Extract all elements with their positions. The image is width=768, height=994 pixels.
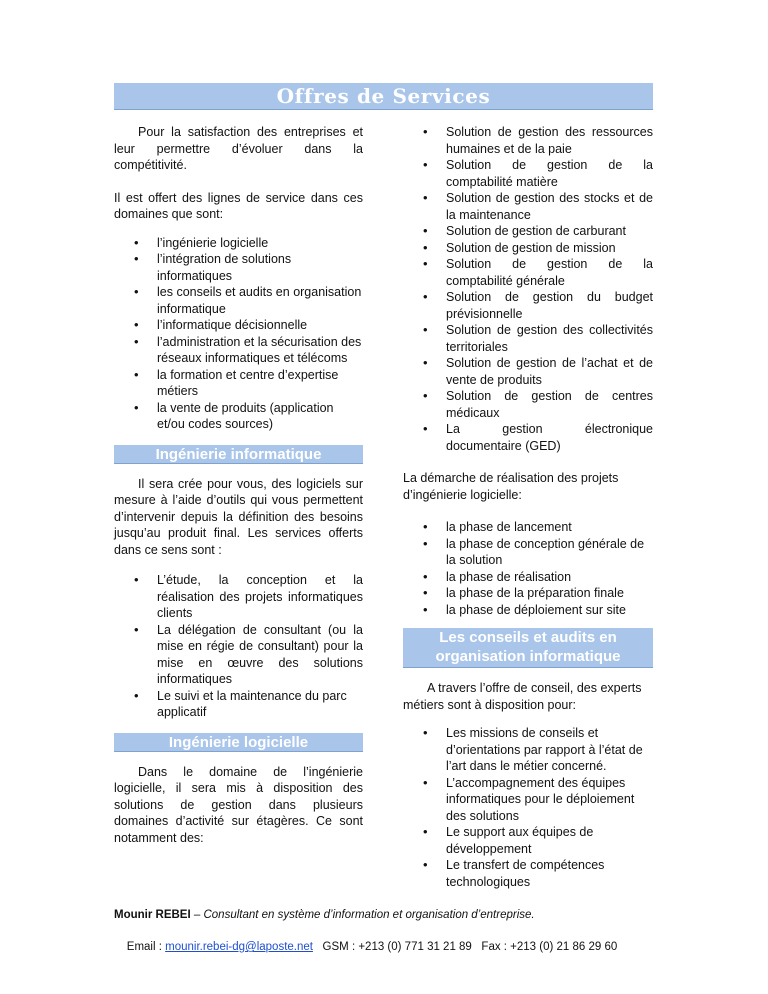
phone-fax: GSM : +213 (0) 771 31 21 89 Fax : +213 (0) 21 86 29 60: [312, 941, 618, 953]
list-item: • La délégation de consultant (ou la mise en régie de consultant) pour la mise en œuvre des solutions informatiques: [134, 622, 363, 688]
ingenierie-informatique-list: [134, 572, 363, 721]
list-item: • la phase de la préparation finale: [423, 585, 653, 602]
ingenierie-logicielle-paragraph: Dans le domaine de l’ingénierie logicielle, il sera mis à disposition des solutions de gestion dans plusieurs domaines d’activité sur étagères. Ce sont notamment des:: [114, 764, 363, 845]
list-item: • Solution de gestion de carburant: [423, 223, 653, 240]
page-title: Offres de Services: [276, 84, 491, 108]
list-item: • Solution de gestion de la comptabilité générale: [423, 256, 653, 289]
ingenierie-informatique-paragraph: Il sera crée pour vous, des logiciels sur mesure à l’aide d’outils qui vous permettent d’intervenir depuis la définition des besoins jusqu’au produit final. Les services offerts dans ce sens sont :: [114, 476, 363, 557]
footer-author-line: [114, 907, 674, 923]
list-item: • Solution de gestion des ressources humaines et de la paie: [423, 124, 653, 157]
demarche-paragraph: La démarche de réalisation des projets d’ingénierie logicielle:: [403, 471, 619, 502]
list-item: • Solution de gestion de mission: [423, 240, 653, 257]
service-lines-list: [134, 235, 363, 433]
list-item: • Le suivi et la maintenance du parc applicatif: [134, 688, 363, 721]
section-heading-ingenierie-informatique: Ingénierie informatique: [114, 445, 363, 464]
list-item: • L’étude, la conception et la réalisation des projets informatiques clients: [134, 572, 363, 622]
author-separator: –: [190, 909, 204, 921]
conseils-list: [423, 725, 653, 890]
email-label: Email :: [126, 941, 166, 953]
list-item: • l’informatique décisionnelle: [134, 317, 363, 334]
conseils-paragraph: A travers l’offre de conseil, des experts métiers sont à disposition pour:: [403, 681, 642, 712]
list-item: • Solution de gestion de centres médicaux: [423, 388, 653, 421]
left-column: [114, 124, 363, 846]
list-item: • Le transfert de compétences technologiques: [423, 857, 653, 890]
list-item: • la phase de déploiement sur site: [423, 602, 653, 619]
demarche-list: [423, 519, 653, 618]
footer-contact-line: [114, 923, 674, 971]
intro-paragraph: Pour la satisfaction des entreprises et leur permettre d’évoluer dans la compétitivité.: [114, 125, 363, 172]
list-item: • la phase de réalisation: [423, 569, 653, 586]
section-heading-ingenierie-logicielle: Ingénierie logicielle: [114, 733, 363, 752]
list-item: • l’administration et la sécurisation des réseaux informatiques et télécoms: [134, 334, 363, 367]
list-item: • Le support aux équipes de développement: [423, 824, 653, 857]
email-link[interactable]: mounir.rebei-dg@laposte.net: [165, 941, 313, 953]
author-name: Mounir REBEI: [114, 909, 191, 921]
list-item: • L’accompagnement des équipes informatiques pour le déploiement des solutions: [423, 775, 653, 825]
list-item: • Solution de gestion des collectivités territoriales: [423, 322, 653, 355]
section-heading-line: organisation informatique: [435, 648, 621, 665]
list-item: • Solution de gestion de l’achat et de vente de produits: [423, 355, 653, 388]
list-item: • la phase de conception générale de la solution: [423, 536, 653, 569]
intro-lines-paragraph: Il est offert des lignes de service dans ces domaines que sont:: [114, 190, 363, 221]
list-item: • Les missions de conseils et d’orientations par rapport à l’état de l’art dans le métier concerné.: [423, 725, 653, 775]
title-banner: [114, 83, 653, 110]
footer: [114, 907, 674, 971]
list-item: • Solution de gestion du budget prévisionnelle: [423, 289, 653, 322]
list-item: • Solution de gestion de la comptabilité matière: [423, 157, 653, 190]
solutions-list: [423, 124, 653, 454]
list-item: • La gestion électronique documentaire (GED): [423, 421, 653, 454]
list-item: • la vente de produits (application et/ou codes sources): [134, 400, 363, 433]
list-item: • les conseils et audits en organisation informatique: [134, 284, 363, 317]
section-heading-line: Les conseils et audits en: [439, 629, 617, 646]
list-item: • Solution de gestion des stocks et de la maintenance: [423, 190, 653, 223]
list-item: • l’ingénierie logicielle: [134, 235, 363, 252]
section-heading-conseils: [403, 628, 653, 668]
list-item: • la formation et centre d’expertise métiers: [134, 367, 363, 400]
list-item: • l’intégration de solutions informatiques: [134, 251, 363, 284]
author-role: Consultant en système d’information et organisation d’entreprise.: [203, 909, 535, 921]
right-column: [403, 124, 653, 890]
list-item: • la phase de lancement: [423, 519, 653, 536]
